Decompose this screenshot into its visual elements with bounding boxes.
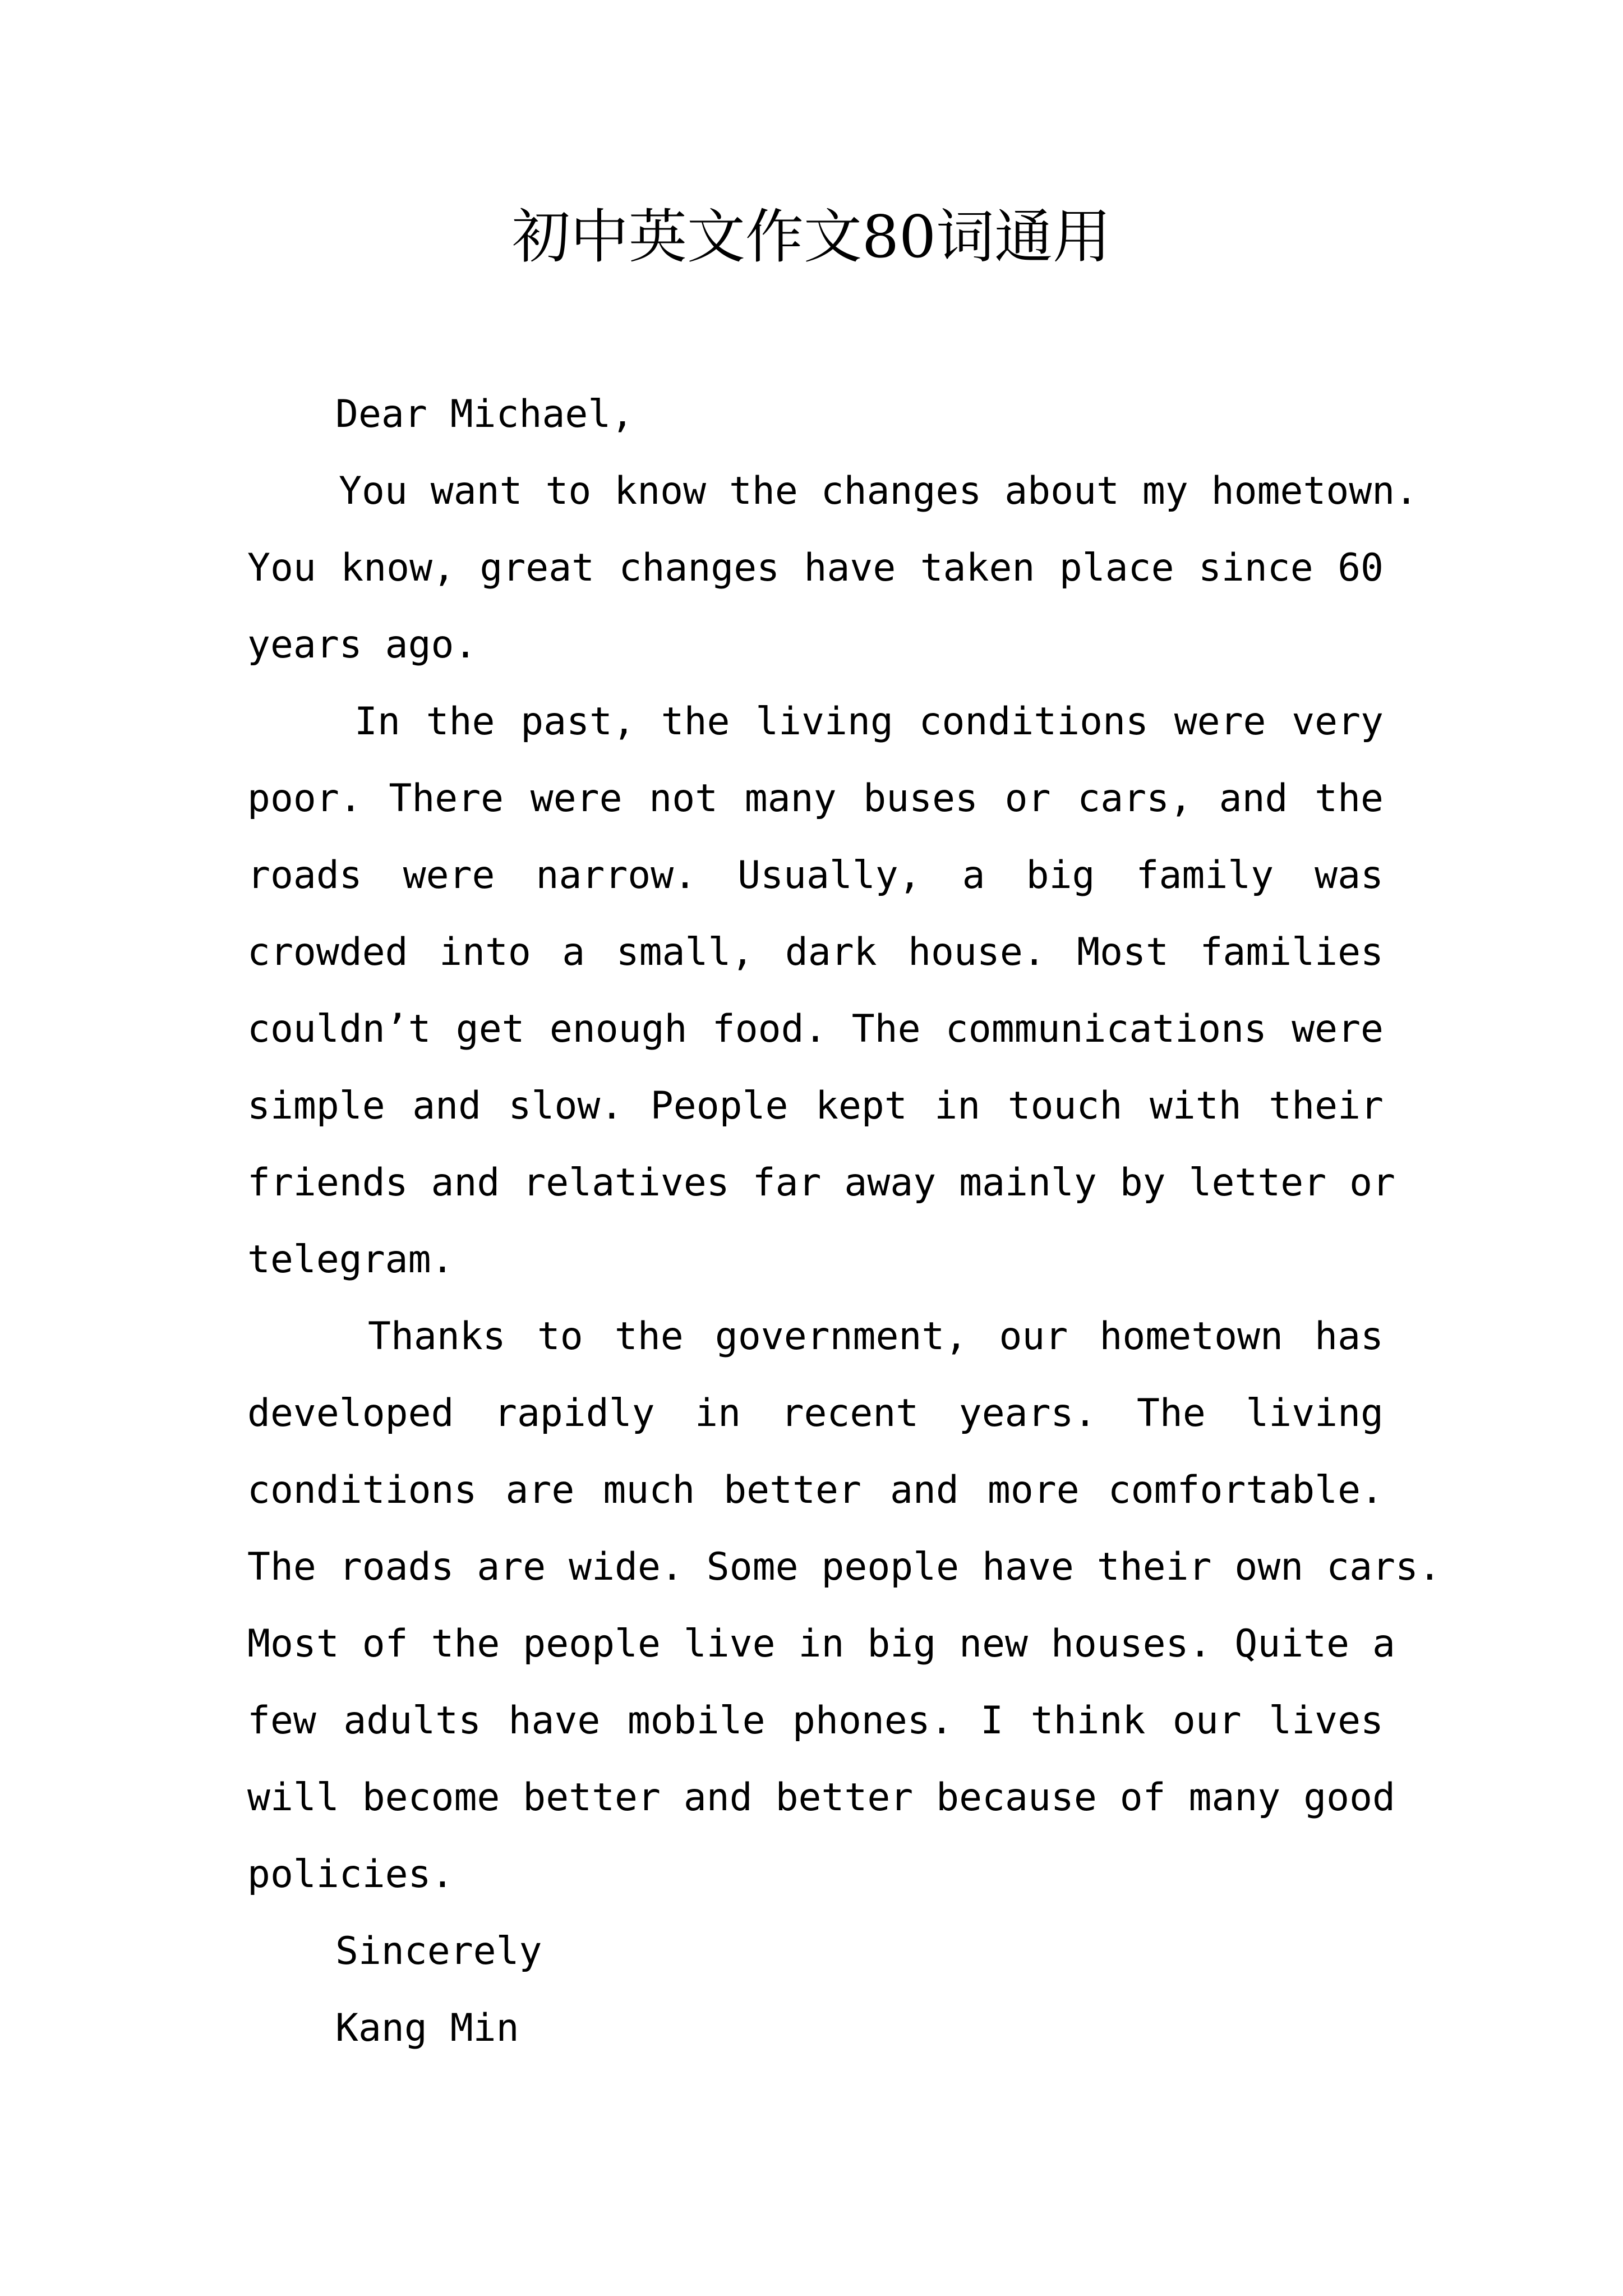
paragraph-line: telegram. (247, 1237, 454, 1282)
paragraph-line: simple and slow. People kept in touch with their (247, 1084, 1384, 1128)
document-title: 初中英文作文80词通用 (511, 203, 1112, 271)
signature: Kang Min (335, 2006, 519, 2050)
paragraph-line: The roads are wide. Some people have their own cars. (247, 1545, 1441, 1589)
paragraph-line: policies. (247, 1852, 454, 1897)
paragraph-line: friends and relatives far away mainly by letter or (247, 1161, 1395, 1205)
paragraph-line: roads were narrow. Usually, a big family was (247, 853, 1384, 898)
paragraph-line: Most of the people live in big new houses. Quite a (247, 1622, 1395, 1666)
paragraph-line: conditions are much better and more comfortable. (247, 1468, 1384, 1512)
paragraph-line: couldn’t get enough food. The communications were (247, 1007, 1384, 1051)
paragraph-line: few adults have mobile phones. I think our lives (247, 1699, 1384, 1743)
paragraph-line: In the past, the living conditions were very (354, 700, 1384, 744)
paragraph-line: You know, great changes have taken place since 60 (247, 546, 1384, 590)
paragraph-line: You want to know the changes about my hometown. (339, 469, 1418, 513)
paragraph-line: poor. There were not many buses or cars, and the (247, 776, 1384, 821)
paragraph-line: years ago. (247, 623, 477, 667)
closing: Sincerely (335, 1929, 542, 1973)
paragraph-line: developed rapidly in recent years. The living (247, 1391, 1384, 1435)
paragraph-line: crowded into a small, dark house. Most families (247, 930, 1384, 974)
salutation: Dear Michael, (335, 392, 634, 436)
paragraph-line: will become better and better because of many good (247, 1775, 1395, 1820)
paragraph-line: Thanks to the government, our hometown has (368, 1314, 1384, 1359)
letter-body (247, 376, 1441, 2067)
